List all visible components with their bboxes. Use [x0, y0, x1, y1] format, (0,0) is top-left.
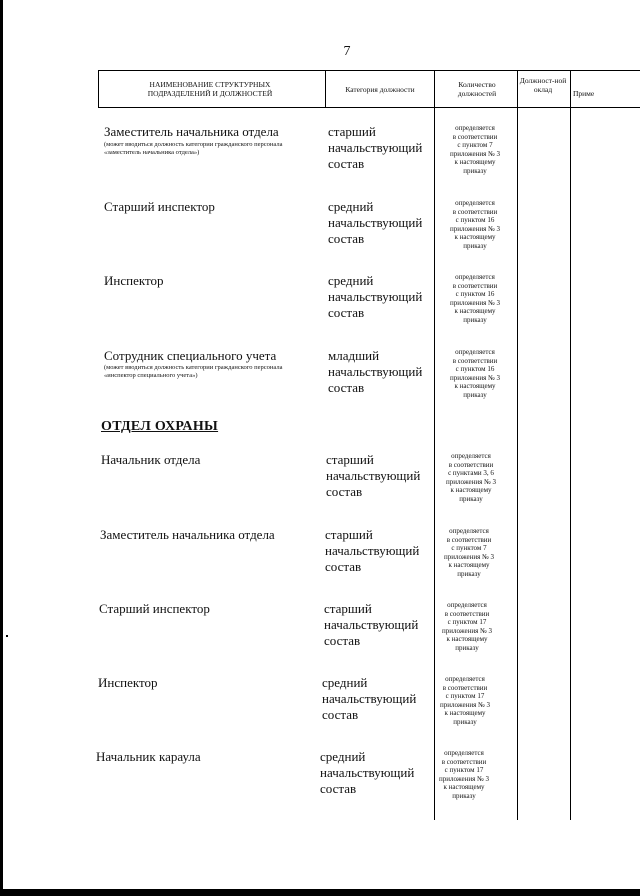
position-category: старший начальствующий состав — [328, 124, 423, 171]
position-quantity: определяется в соответствии с пунктом 7 приложения № 3 к настоящему приказу — [449, 124, 501, 175]
position-category: старший начальствующий состав — [326, 452, 421, 499]
position-quantity: определяется в соответствии с пунктом 16 приложения № 3 к настоящему приказу — [449, 199, 501, 250]
position-category: старший начальствующий состав — [325, 527, 420, 574]
position-category: средний начальствующий состав — [320, 749, 415, 796]
col-divider-salary — [517, 70, 518, 820]
position-name: Старший инспектор — [104, 199, 215, 214]
position-name: Заместитель начальника отдела — [100, 527, 275, 542]
position-name: Старший инспектор — [99, 601, 210, 616]
scan-bottom-edge — [0, 889, 640, 896]
table-left-border — [98, 70, 99, 107]
header-name-col: НАИМЕНОВАНИЕ СТРУКТУРНЫХ ПОДРАЗДЕЛЕНИЙ И ДОЛЖНОСТЕЙ — [147, 80, 273, 98]
table-top-border — [98, 70, 640, 71]
section-title: ОТДЕЛ ОХРАНЫ — [101, 419, 219, 434]
position-quantity: определяется в соответствии с пунктом 17 приложения № 3 к настоящему приказу — [439, 675, 491, 726]
header-quantity-col: Количество должностей — [457, 80, 497, 98]
position-note: (может вводиться должность категории гражданского персонала «инспектор специального учета») — [104, 364, 283, 379]
position-quantity: определяется в соответствии с пунктом 7 приложения № 3 к настоящему приказу — [443, 527, 495, 578]
header-category-col: Категория должности — [345, 85, 415, 94]
position-quantity: определяется в соответствии с пунктом 17 приложения № 3 к настоящему приказу — [438, 749, 490, 800]
position-name: Начальник отдела — [101, 452, 201, 467]
page-number: 7 — [343, 44, 351, 59]
position-category: средний начальствующий состав — [328, 273, 423, 320]
header-bottom-border — [98, 107, 640, 108]
position-name: Заместитель начальника отдела — [104, 124, 279, 139]
position-category: младший начальствующий состав — [328, 348, 423, 395]
scan-speck — [6, 635, 8, 637]
col-divider-category — [325, 70, 326, 107]
position-quantity: определяется в соответствии с пунктами 3, 6 приложения № 3 к настоящему приказу — [445, 452, 497, 503]
scan-left-edge — [0, 0, 3, 896]
position-category: старший начальствующий состав — [324, 601, 419, 648]
position-category: средний начальствующий состав — [328, 199, 423, 246]
position-quantity: определяется в соответствии с пунктом 17 приложения № 3 к настоящему приказу — [441, 601, 493, 652]
header-note-col: Приме — [573, 89, 595, 98]
position-quantity: определяется в соответствии с пунктом 16 приложения № 3 к настоящему приказу — [449, 348, 501, 399]
position-name: Сотрудник специального учета — [104, 348, 277, 363]
position-quantity: определяется в соответствии с пунктом 16 приложения № 3 к настоящему приказу — [449, 273, 501, 324]
position-note: (может вводиться должность категории гражданского персонала «заместитель начальника отдела») — [104, 141, 283, 156]
header-salary-col: Должност-ной оклад — [519, 76, 567, 94]
position-name: Инспектор — [104, 273, 164, 288]
position-name: Начальник караула — [96, 749, 201, 764]
position-category: средний начальствующий состав — [322, 675, 417, 722]
col-divider-note — [570, 70, 571, 820]
position-name: Инспектор — [98, 675, 158, 690]
